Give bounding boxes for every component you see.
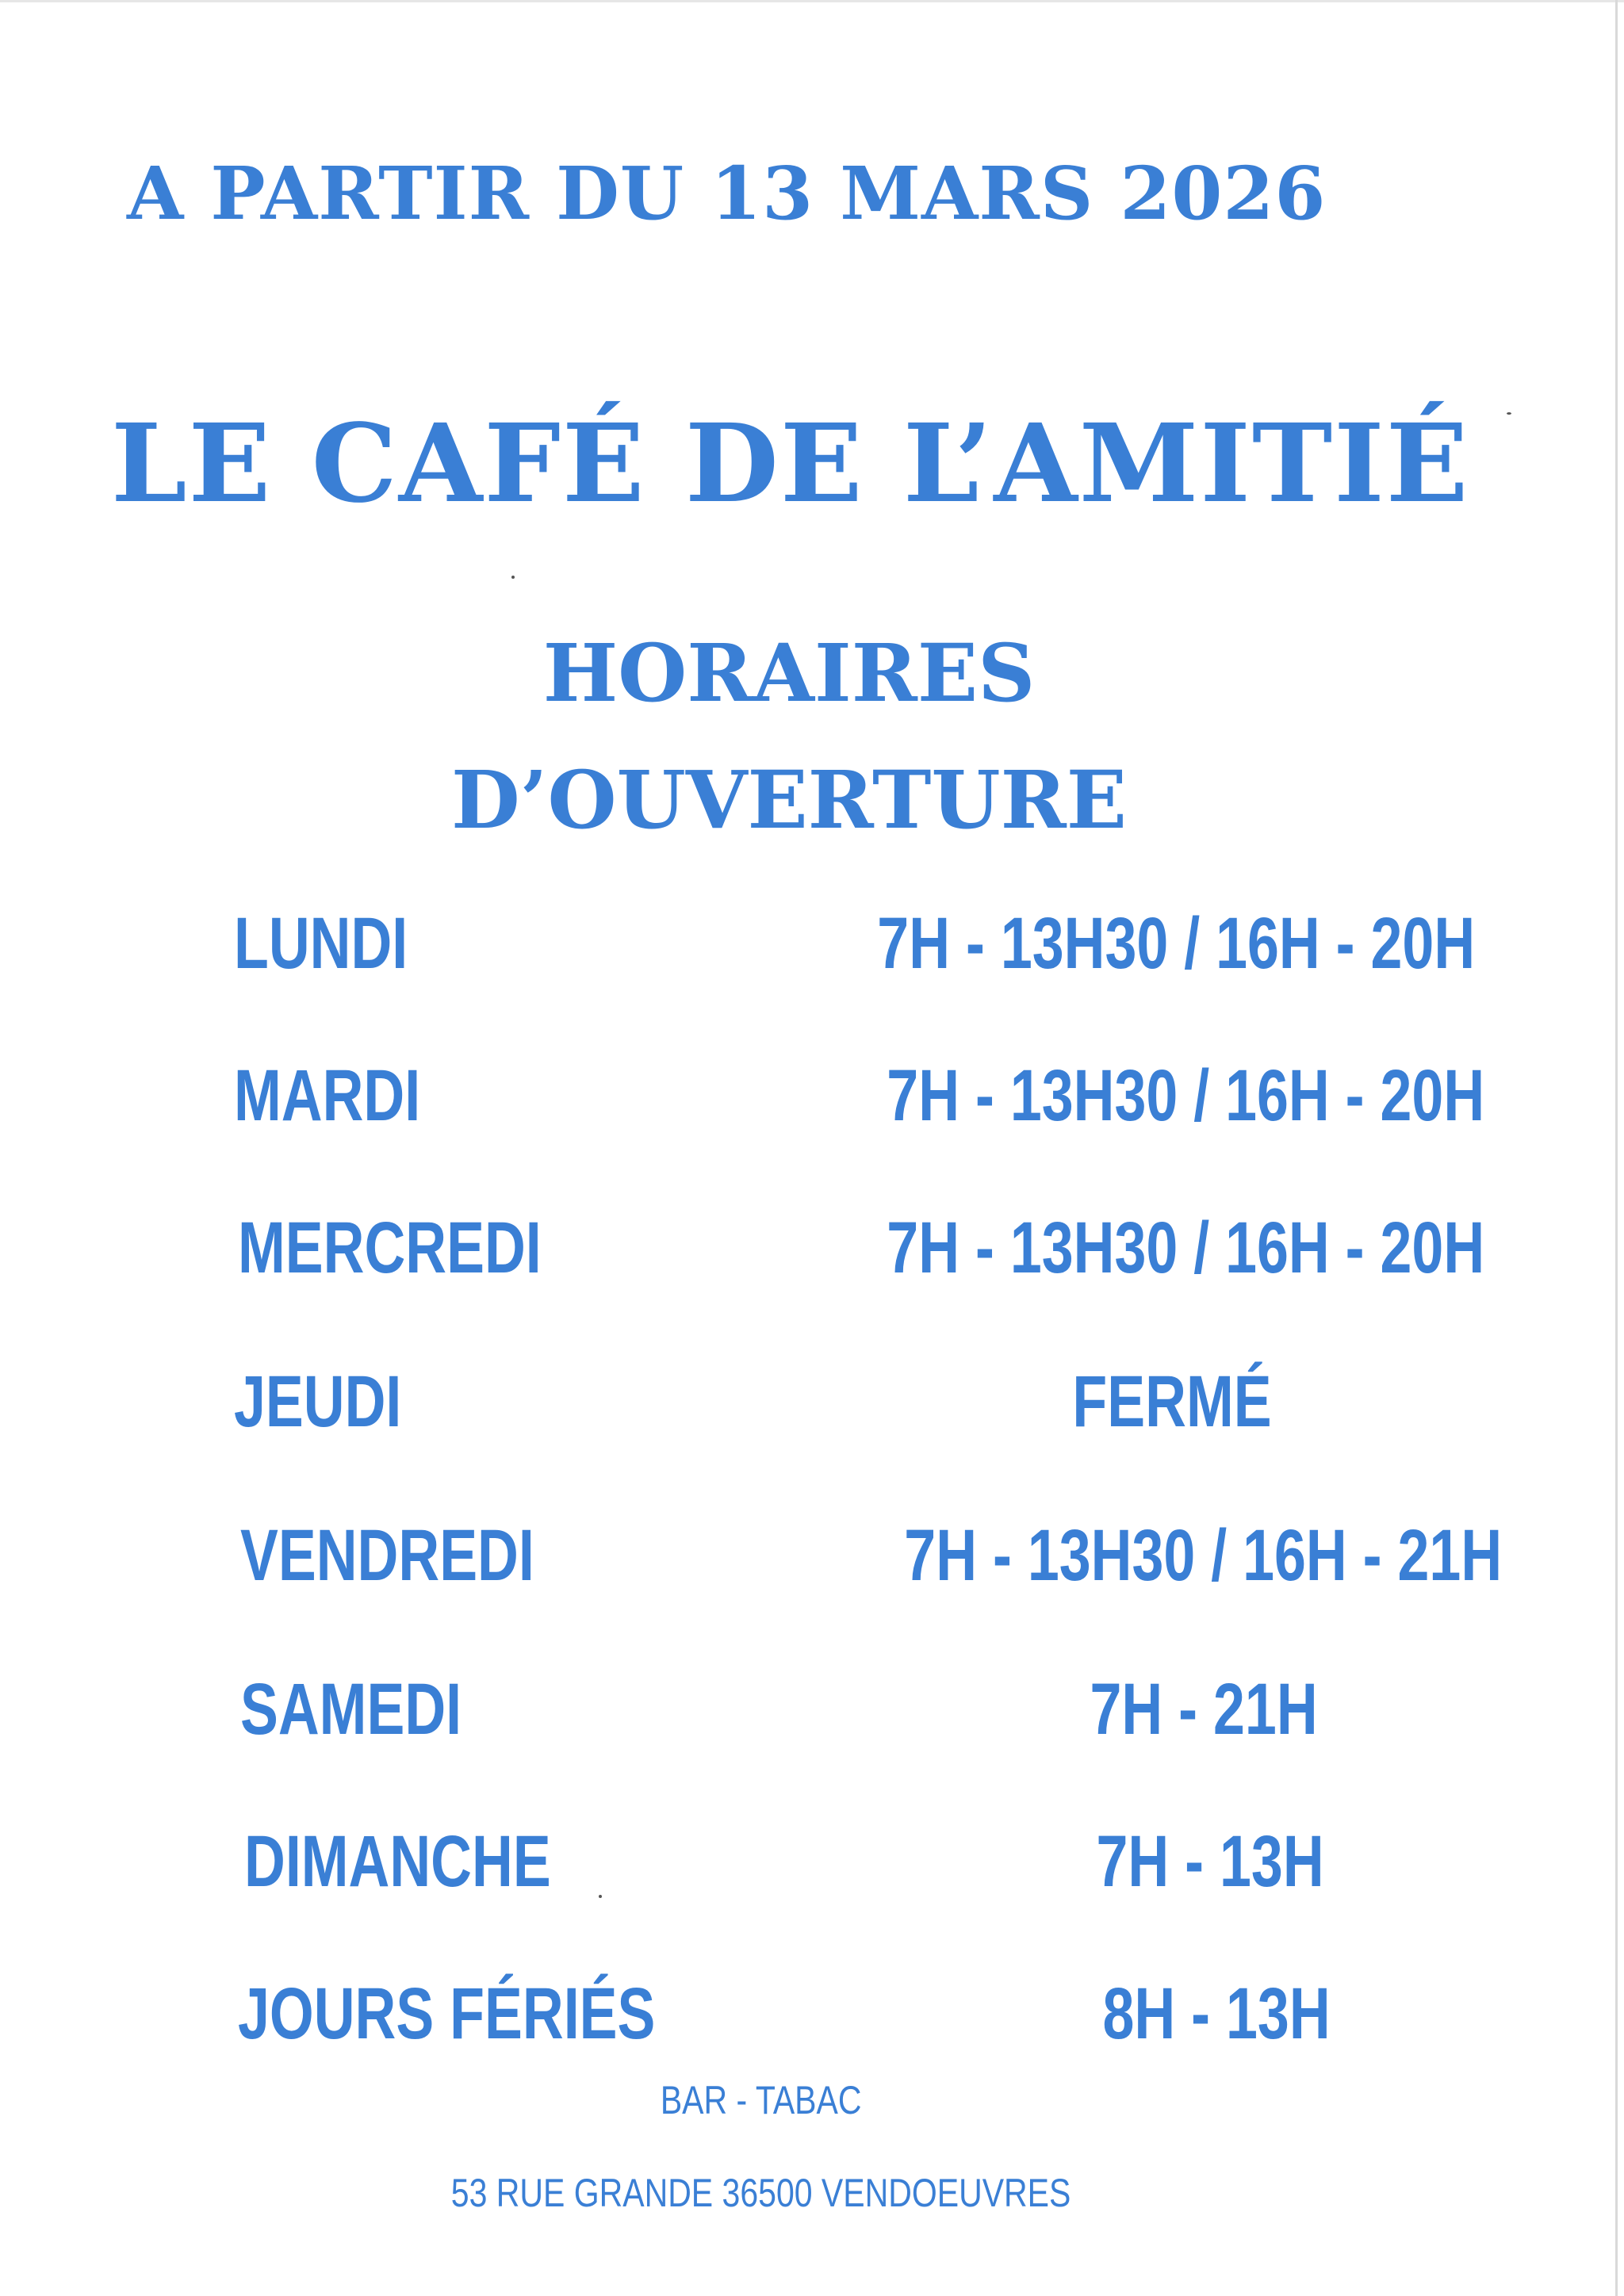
hours-value: 7H - 13H30 / 16H - 20H: [887, 1207, 1485, 1288]
scan-speck: [511, 576, 515, 579]
schedule-row-dimanche: [0, 1820, 1624, 1915]
schedule-row-lundi: [0, 902, 1624, 997]
opening-hours-heading-line2: D’OUVERTURE: [451, 753, 1127, 847]
day-label: MERCREDI: [238, 1207, 542, 1288]
scan-speck: [599, 1895, 602, 1898]
business-type: BAR - TABAC: [661, 2078, 862, 2122]
scan-speck: [1507, 412, 1511, 415]
hours-value: 7H - 13H30 / 16H - 21H: [904, 1515, 1503, 1596]
hours-value: 7H - 13H30 / 16H - 20H: [877, 903, 1476, 984]
hours-value: 7H - 13H30 / 16H - 20H: [887, 1055, 1485, 1136]
cafe-title: LE CAFÉ DE L’AMITIÉ: [111, 400, 1470, 527]
address: 53 RUE GRANDE 36500 VENDOEUVRES: [451, 2171, 1071, 2215]
effective-date: A PARTIR DU 13 MARS 2026: [127, 151, 1327, 236]
hours-value: FERMÉ: [1072, 1361, 1272, 1442]
day-label: JOURS FÉRIÉS: [238, 1973, 656, 2054]
day-label: JEUDI: [234, 1361, 402, 1442]
hours-value: 8H - 13H: [1102, 1973, 1331, 2054]
scan-edge-top: [0, 0, 1624, 2]
day-label: VENDREDI: [240, 1515, 534, 1596]
hours-value: 7H - 21H: [1090, 1669, 1318, 1750]
day-label: SAMEDI: [240, 1669, 462, 1750]
schedule-row-mardi: [0, 1054, 1624, 1150]
day-label: MARDI: [234, 1055, 421, 1136]
schedule-row-samedi: [0, 1668, 1624, 1763]
day-label: LUNDI: [234, 903, 408, 984]
schedule-row-mercredi: [0, 1207, 1624, 1302]
schedule-row-jours-feries: [0, 1973, 1624, 2068]
schedule-row-jeudi: [0, 1360, 1624, 1456]
hours-value: 7H - 13H: [1096, 1821, 1324, 1902]
opening-hours-heading-line1: HORAIRES: [542, 626, 1036, 720]
day-label: DIMANCHE: [244, 1821, 551, 1902]
schedule-row-vendredi: [0, 1514, 1624, 1609]
